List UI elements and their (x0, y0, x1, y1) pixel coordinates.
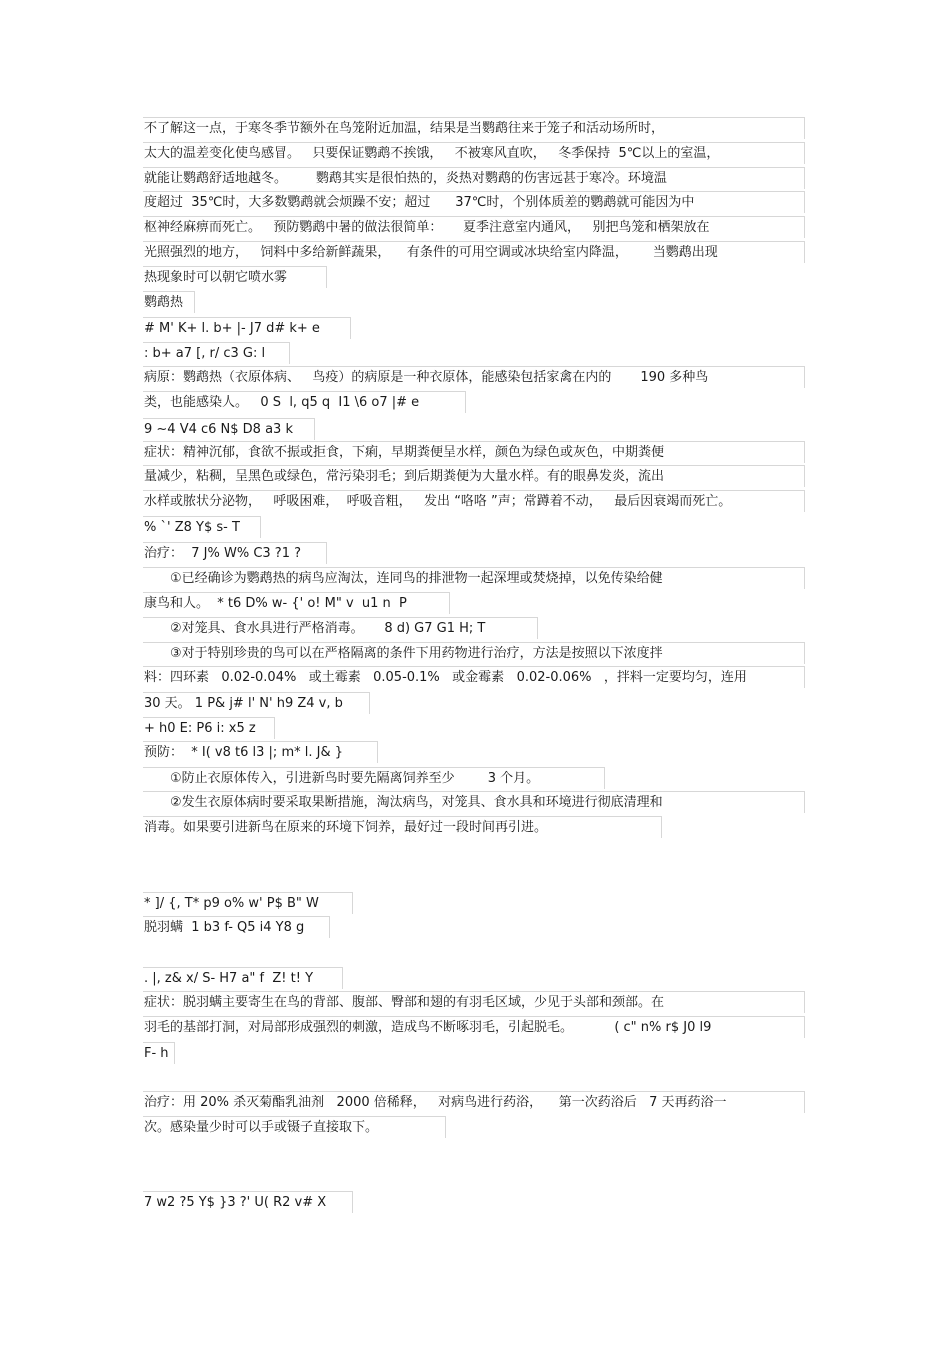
text-line: 水样或脓状分泌物， 呼吸困难， 呼吸音粗， 发出 “咯咯 ”声；常蹲着不动， 最后因衰竭而死亡。 (143, 490, 805, 512)
watermark-line: % `' Z8 Y$ s- T (143, 516, 261, 538)
watermark-line: * ]/ {, T* p9 o% w' P$ B" W (143, 892, 353, 914)
text-line: 预防： * I( v8 t6 l3 |; m* l. J& } (143, 741, 378, 763)
text-line: 料：四环素 0.02-0.04% 或土霉素 0.05-0.1% 或金霉素 0.02-0.06% ，拌料一定要均匀，连用 (143, 666, 805, 688)
text-line: 治疗：用 20% 杀灭菊酯乳油剂 2000 倍稀释， 对病鸟进行药浴， 第一次药浴后 7 天再药浴一 (143, 1091, 805, 1113)
watermark-line: : b+ a7 [, r/ c3 G: l (143, 342, 290, 364)
text-line: 消毒。如果要引进新鸟在原来的环境下饲养，最好过一段时间再引进。 (143, 816, 662, 838)
text-line: 就能让鹦鹉舒适地越冬。 鹦鹉其实是很怕热的，炎热对鹦鹉的伤害远甚于寒冷。环境温 (143, 167, 805, 189)
text-line: 次。感染量少时可以手或镊子直接取下。 (143, 1116, 446, 1138)
text-line: 症状：脱羽螨主要寄生在鸟的背部、腹部、臀部和翅的有羽毛区域，少见于头部和颈部。在 (143, 991, 805, 1013)
text-line: 枢神经麻痹而死亡。 预防鹦鹉中暑的做法很简单： 夏季注意室内通风， 别把鸟笼和栖架放在 (143, 216, 805, 238)
text-line: 羽毛的基部打洞，对局部形成强烈的刺激，造成鸟不断啄羽毛，引起脱毛。 ( c" n% r$ J0 l9 (143, 1016, 805, 1038)
text-line: 症状：精神沉郁，食欲不振或拒食，下痢，早期粪便呈水样，颜色为绿色或灰色，中期粪便 (143, 441, 805, 463)
list-item: ①已经确诊为鹦鹉热的病鸟应淘汰，连同鸟的排泄物一起深埋或焚烧掉，以免传染给健 (143, 567, 805, 589)
text-line: 热现象时可以朝它喷水雾 (143, 266, 327, 288)
watermark-line: F- h (143, 1042, 175, 1064)
text-line: 光照强烈的地方， 饲料中多给新鲜蔬果， 有条件的可用空调或冰块给室内降温， 当鹦鹉出现 (143, 241, 805, 263)
watermark-line: . |, z& x/ S- H7 a" f Z! t! Y (143, 967, 343, 989)
list-item: ②对笼具、食水具进行严格消毒。 8 d) G7 G1 H; T (143, 617, 538, 639)
text-line: 太大的温差变化使鸟感冒。 只要保证鹦鹉不挨饿， 不被寒风直吹， 冬季保持 5℃以上的室温， (143, 142, 805, 164)
text-line: 30 天。 1 P& j# l' N' h9 Z4 v, b (143, 692, 370, 714)
watermark-line: 9 ~4 V4 c6 N$ D8 a3 k (143, 418, 315, 440)
section-heading: 脱羽螨 1 b3 f- Q5 i4 Y8 g (143, 916, 330, 938)
list-item: ②发生衣原体病时要采取果断措施，淘汰病鸟，对笼具、食水具和环境进行彻底清理和 (143, 791, 805, 813)
text-line: 度超过 35℃时，大多数鹦鹉就会烦躁不安；超过 37℃时，个别体质差的鹦鹉就可能因为中 (143, 191, 805, 213)
text-line: 治疗： 7 J% W% C3 ?1 ? (143, 542, 327, 564)
text-line: 康鸟和人。 * t6 D% w- {' o! M" v u1 n P (143, 592, 450, 614)
watermark-line: 7 w2 ?5 Y$ }3 ?' U( R2 v# X (143, 1191, 353, 1213)
list-item: ③对于特别珍贵的鸟可以在严格隔离的条件下用药物进行治疗，方法是按照以下浓度拌 (143, 642, 805, 664)
text-line: 类，也能感染人。 0 S l, q5 q I1 \6 o7 |# e (143, 391, 466, 413)
watermark-line: + h0 E: P6 i: x5 z (143, 717, 275, 739)
list-item: ①防止衣原体传入，引进新鸟时要先隔离饲养至少 3 个月。 (143, 767, 605, 789)
text-line: 不了解这一点，于寒冬季节额外在鸟笼附近加温，结果是当鹦鹉往来于笼子和活动场所时， (143, 117, 805, 139)
text-line: 量减少，粘稠，呈黑色或绿色，常污染羽毛；到后期粪便为大量水样。有的眼鼻发炎，流出 (143, 465, 805, 487)
watermark-line: # M' K+ l. b+ |- J7 d# k+ e (143, 317, 351, 339)
section-heading: 鹦鹉热 (143, 291, 195, 313)
text-line: 病原：鹦鹉热（衣原体病、 鸟疫）的病原是一种衣原体，能感染包括家禽在内的 190 多种鸟 (143, 366, 805, 388)
